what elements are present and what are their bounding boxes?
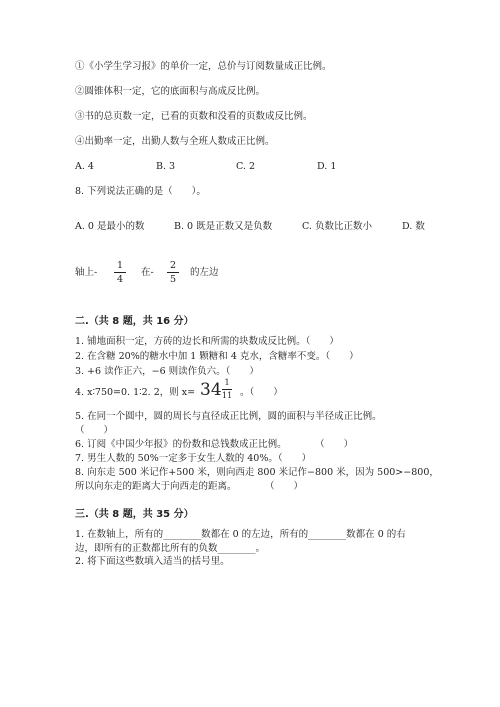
s2-q6: 6. 订阅《中国少年报》的份数和总钱数成正比例。 （ ） [75,439,354,450]
s3-q1-line1: 1. 在数轴上，所有的________数都在 0 的左边，所有的________数都在 0 的右 [75,529,406,540]
mixed-number-whole: 34 [200,380,222,400]
fraction-numerator: 2 [169,260,177,271]
statement-4: ④出勤率一定，出勤人数与全班人数成正比例。 [75,136,275,147]
s2-q4-suffix: 。（ ） [240,387,283,398]
q8-stem: 8. 下列说法正确的是（ ）。 [75,186,206,197]
fraction-one-quarter [114,260,126,285]
fraction-denominator: 11 [222,391,233,400]
q8-choice-c: C. 负数比正数小 [302,221,372,232]
fraction-bar [167,272,179,273]
s2-q3: 3. +6 读作正六，−6 则读作负六。（ ） [75,366,259,377]
section-3-heading: 三.（共 8 题，共 35 分） [75,509,194,520]
s2-q1: 1. 铺地面积一定，方砖的边长和所需的块数成反比例。（ ） [75,336,339,347]
q8-choice-d: D. 数 [402,221,425,232]
mixed-number [200,378,236,406]
q8-line2-mid: 在- [141,267,154,278]
s2-q2: 2. 在含糖 20%的糖水中加 1 颗糖和 4 克水，含糖率不变。（ ） [75,351,359,362]
s2-q7: 7. 男生人数的 50%一定多于女生人数的 40%。（ ） [75,453,312,464]
q8-choice-a: A. 0 是最小的数 [75,221,145,232]
s3-q1-line2: 边，即所有的正数都比所有的负数________。 [75,543,266,554]
s2-q8-line1: 8. 向东走 500 米记作+500 米，则向西走 800 米记作−800 米，因为 500>−800， [75,467,439,478]
q8-line2-prefix: 轴上- [75,267,98,278]
fraction-two-fifths [167,260,179,285]
s2-q8-line2: 所以向东走的距离大于向西走的距离。 （ ） [75,481,304,492]
choice-c: C. 2 [236,161,256,172]
s3-q2: 2. 将下面这些数填入适当的括号里。 [75,556,230,567]
fraction-bar [222,389,232,390]
q8-choice-b: B. 0 既是正数又是负数 [174,221,273,232]
mixed-number-fraction [222,378,232,401]
s2-q5-line2: （ ） [75,425,114,436]
statement-2: ②圆锥体积一定，它的底面积与高成反比例。 [75,86,266,97]
section-2-heading: 二.（共 8 题，共 16 分） [75,316,194,327]
choice-b: B. 3 [156,161,176,172]
statement-1: ①《小学生学习报》的单价一定，总价与订阅数量成正比例。 [75,61,332,72]
choice-a: A. 4 [75,161,94,172]
s2-q5-line1: 5. 在同一个圆中，圆的周长与直径成正比例，圆的面积与半径成正比例。 [75,411,382,422]
choice-d: D. 1 [317,161,337,172]
fraction-denominator: 5 [169,274,177,285]
fraction-numerator: 1 [116,260,124,271]
fraction-bar [114,272,126,273]
statement-3: ③书的总页数一定，已看的页数和没看的页数成反比例。 [75,111,313,122]
s2-q4-prefix: 4. x∶750=0. 1∶2. 2，则 x= [75,387,196,398]
fraction-denominator: 4 [116,274,124,285]
fraction-numerator: 1 [224,378,230,387]
q8-line2-suffix: 的左边 [190,267,219,278]
